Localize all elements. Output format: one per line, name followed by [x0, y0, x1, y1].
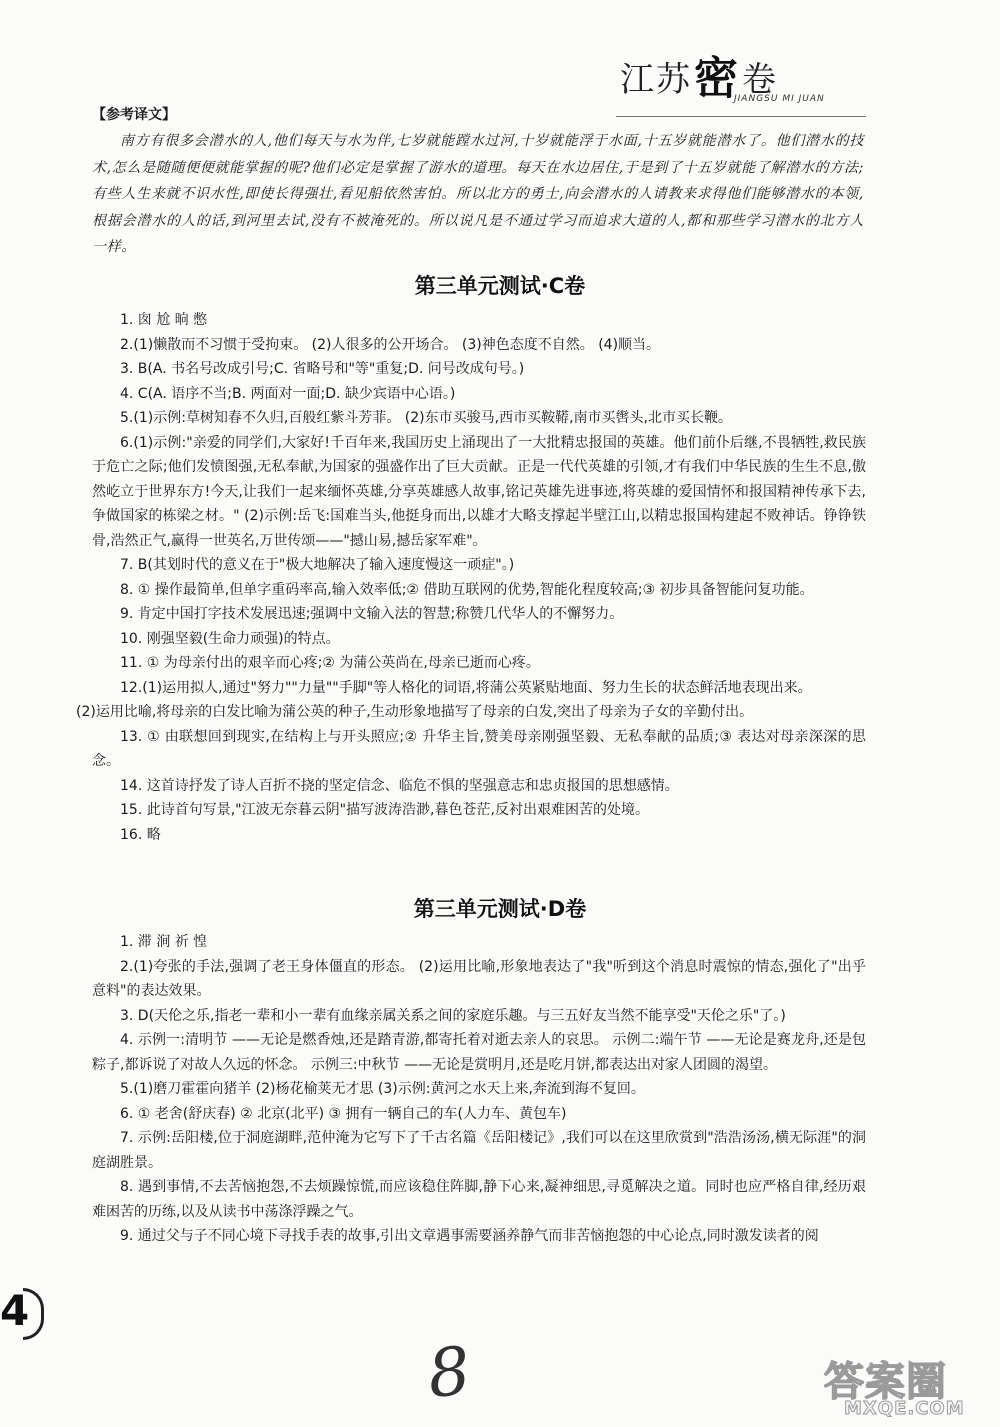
section-d-answers: [92, 930, 866, 1249]
answer-item: 6. ① 老舍(舒庆春) ② 北京(北平) ③ 拥有一辆自己的车(人力车、黄包车): [120, 1105, 567, 1122]
section-c-title: 第三单元测试·C卷: [414, 274, 586, 298]
answer-item: (2)运用比喻,将母亲的白发比喻为蒲公英的种子,生动形象地描写了母亲的白发,突出了母亲为子女的辛勤付出。: [76, 704, 754, 720]
answer-item: 7. B(其划时代的意义在于"极大地解决了输入速度慢这一顽症"。): [120, 557, 515, 573]
reference-text: 南方有很多会潜水的人,他们每天与水为伴,七岁就能蹚水过河,十岁就能浮于水面,十五岁就能潜水了。他们潜水的技术,怎么是随随便便就能掌握的呢?他们必定是掌握了游水的道理。每天在水边居住,于是到了十五岁就能了解潜水的方法;有些人生来就不识水性,即使长得强壮,看见船依然害怕。所以北方的勇士,向会潜水的人请教来求得他们能够潜水的本领,根据会潜水的人的话,到河里去试,没有不被淹死的。所以说凡是不通过学习而追求大道的人,都和那些学习潜水的北方人一样。: [92, 133, 864, 255]
watermark-domain: MXQE.COM: [844, 1398, 965, 1419]
page-number: 4: [0, 1282, 44, 1340]
answer-item: 2.(1)懒散而不习惯于受拘束。 (2)人很多的公开场合。 (3)神色态度不自然。 (4)顺当。: [120, 336, 661, 353]
answer-item: 12.(1)运用拟人,通过"努力""力量""手脚"等人格化的词语,将蒲公英紧贴地面、努力生长的状态鲜活地表现出来。: [120, 679, 812, 696]
reference-label: 【参考译文】: [92, 107, 176, 123]
answer-item: 11. ① 为母亲付出的艰辛而心疼;② 为蒲公英尚在,母亲已逝而心疼。: [120, 655, 540, 671]
answer-item: 5.(1)磨刀霍霍向猪羊 (2)杨花榆荚无才思 (3)示例:黄河之水天上来,奔流到海不复回。: [120, 1081, 645, 1097]
section-c-answers: [76, 308, 866, 847]
answer-item: 8. ① 操作最简单,但单字重码率高,输入效率低;② 借助互联网的优势,智能化程度较高;③ 初步具备智能问复功能。: [120, 581, 814, 598]
answer-item: 5.(1)示例:草树知春不久归,百般红紫斗芳菲。 (2)东市买骏马,西市买鞍鞯,南市买辔头,北市买长鞭。: [120, 410, 732, 426]
section-d-title: 第三单元测试·D卷: [413, 897, 587, 921]
answer-item: 4. C(A. 语序不当;B. 两面对一面;D. 缺少宾语中心语。): [120, 385, 456, 402]
answer-item: 13. ① 由联想回到现实,在结构上与开头照应;② 升华主旨,赞美母亲刚强坚毅、无私奉献的品质;③ 表达对母亲深深的思念。: [92, 728, 866, 769]
answer-item: 4. 示例一:清明节 ——无论是燃香烛,还是踏青游,都寄托着对逝去亲人的哀思。 示例二:端午节 ——无论是赛龙舟,还是包粽子,都诉说了对故人久远的怀念。 示例三:中秋节 ——无论是赏明月,还是吃月饼,都表达出对家人团圆的渴望。: [92, 1032, 866, 1073]
answer-item: 9. 肯定中国打字技术发展迅速;强调中文输入法的智慧;称赞几代华人的不懈努力。: [120, 606, 624, 622]
answer-item: 14. 这首诗抒发了诗人百折不挠的坚定信念、临危不惧的坚强意志和忠贞报国的思想感情。: [120, 777, 679, 794]
answer-item: 1. 囱 尬 晌 憋: [120, 312, 208, 328]
reference-translation: [92, 104, 864, 261]
answer-item: 2.(1)夸张的手法,强调了老王身体僵直的形态。 (2)运用比喻,形象地表达了"我"听到这个消息时震惊的情态,强化了"出乎意料"的表达效果。: [92, 958, 866, 999]
brand-title: 江苏密卷: [620, 53, 778, 104]
brand-mi-glyph: 密: [694, 53, 740, 104]
answer-item: 3. B(A. 书名号改成引号;C. 省略号和"等"重复;D. 问号改成句号。): [120, 361, 525, 377]
answer-item: 15. 此诗首句写景,"江波无奈暮云阴"描写波涛浩渺,暮色苍茫,反衬出艰难困苦的处境。: [120, 802, 649, 818]
answer-item: 10. 刚强坚毅(生命力顽强)的特点。: [120, 630, 340, 647]
answer-item: 16. 略: [120, 826, 161, 843]
answer-item: 6.(1)示例:"亲爱的同学们,大家好!千百年来,我国历史上涌现出了一大批精忠报国的英雄。他们前仆后继,不畏牺牲,救民族于危亡之际;他们发愤图强,无私奉献,为国家的强盛作出了巨大贡献。正是一代代英雄的引领,才有我们中华民族的生生不息,傲然屹立于世界东方!今天,让我们一起来缅怀英雄,分享英雄感人故事,铭记英雄先进事迹,将英雄的爱国情怀和报国精神传承下去,争做国家的栋梁之材。" (2)示例:岳飞:国难当头,他挺身而出,以雄才大略支撑起半壁江山,以精忠报国构建起不败神话。铮铮铁骨,浩然正气,赢得一世英名,万世传颂——"撼山易,撼岳家军难"。: [92, 434, 866, 549]
answer-item: 8. 遇到事情,不去苦恼抱怨,不去烦躁惊慌,而应该稳住阵脚,静下心来,凝神细思,寻觅解决之道。同时也应严格自律,经历艰难困苦的历练,以及从读书中荡涤浮躁之气。: [92, 1179, 866, 1220]
brand-logo: [616, 30, 876, 110]
brand-pinyin: JIANGSU MI JUAN: [734, 94, 825, 104]
answer-item: 3. D(天伦之乐,指老一辈和小一辈有血缘亲属关系之间的家庭乐趣。与三五好友当然不能享受"天伦之乐"了。): [120, 1007, 786, 1024]
watermark-text: 答案圈: [824, 1359, 947, 1405]
watermark-logo: [820, 1350, 998, 1424]
handwritten-number: 8: [424, 1332, 474, 1413]
answer-item: 1. 滞 涧 祈 惶: [120, 934, 208, 950]
answer-item: 9. 通过父与子不同心境下寻找手表的故事,引出文章遇事需要涵养静气而非苦恼抱怨的中心论点,同时激发读者的阅: [120, 1228, 819, 1244]
answer-item: 7. 示例:岳阳楼,位于洞庭湖畔,范仲淹为它写下了千古名篇《岳阳楼记》,我们可以在这里欣赏到"浩浩汤汤,横无际涯"的洞庭湖胜景。: [92, 1130, 866, 1171]
